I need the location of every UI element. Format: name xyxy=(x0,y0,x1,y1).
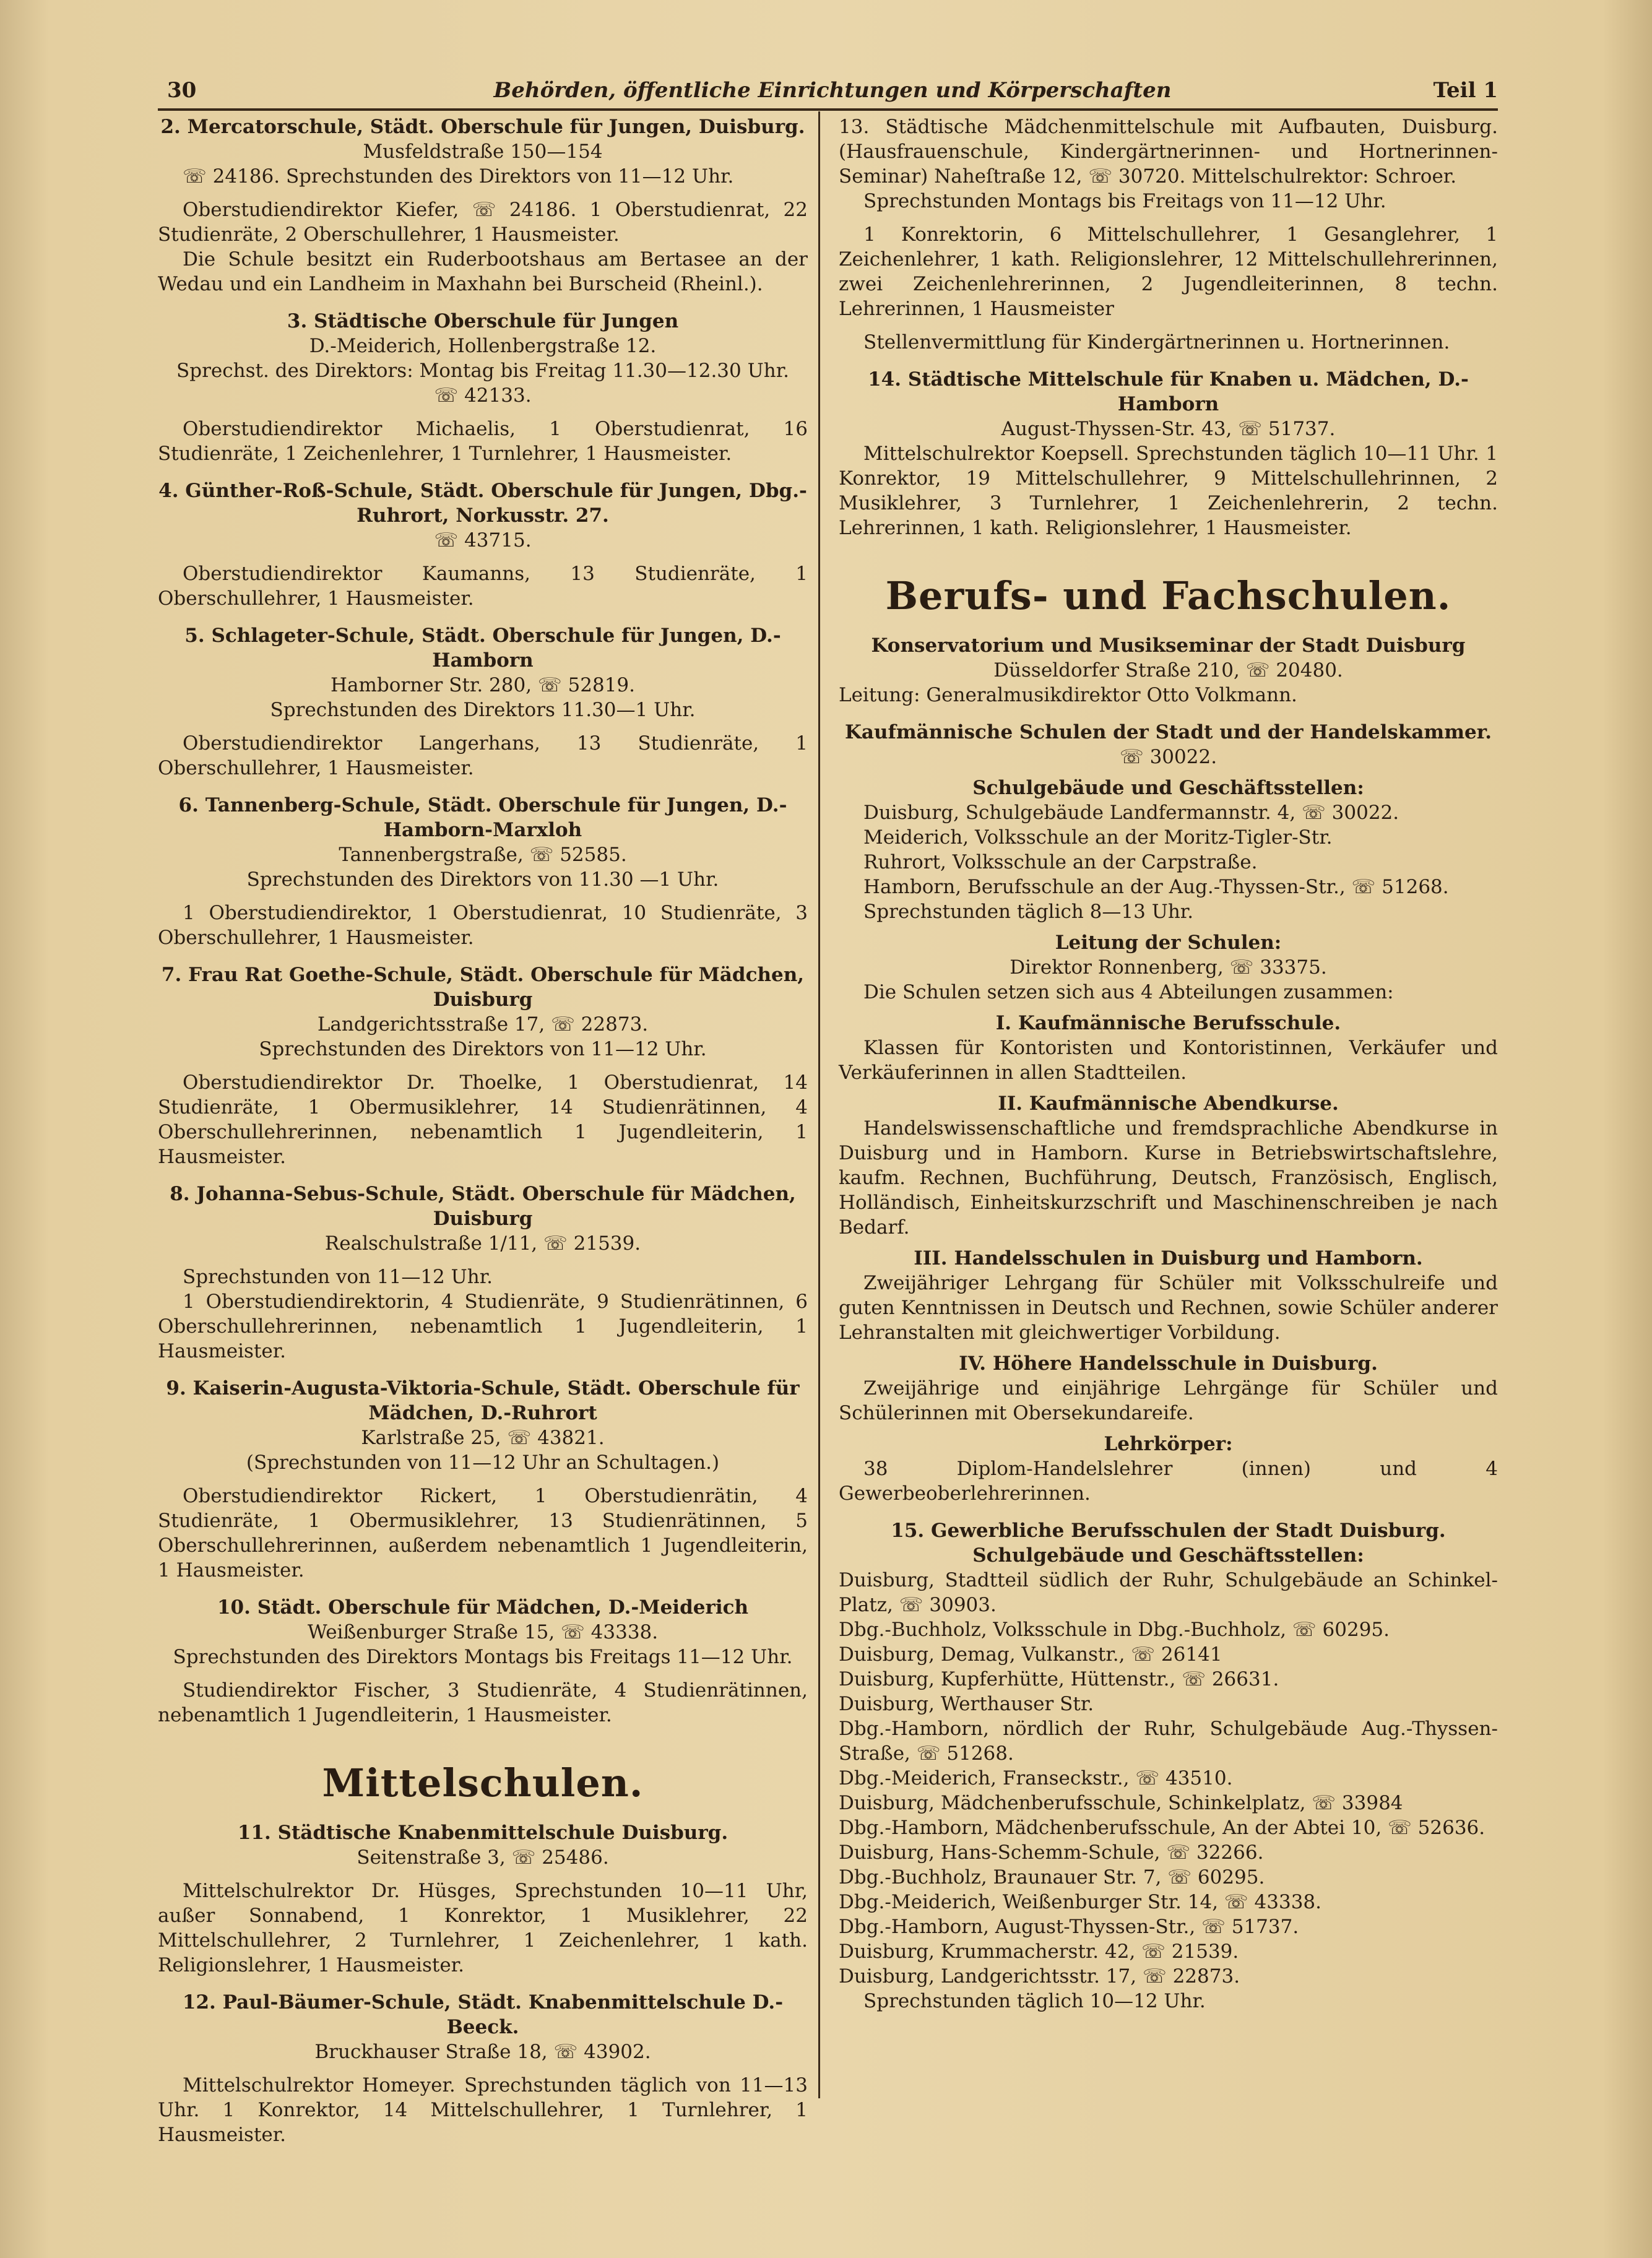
hours-line: Sprechstunden täglich 10—12 Uhr. xyxy=(863,1990,1206,2012)
subheading: Schulgebäude und Geschäftsstellen: xyxy=(972,777,1364,799)
section-text: Handelswissenschaftliche und fremdsprachliche Abendkurse in Duisburg und in Hamborn. Kurse in Betriebswirtschaftslehre, kaufm. Rechnen, Buchführung, Deutsch, Französisch, Englisch, Holländisch, Einheitskurzschrift und Maschinenschreiben je nach Bedarf. xyxy=(839,1117,1498,1239)
address-line: Dbg.-Meiderich, Weißenburger Str. 14, ☏ 43338. xyxy=(839,1891,1321,1913)
entry-13 xyxy=(839,115,1498,355)
entry-title: 2. Mercatorschule, Städt. Oberschule für Jungen, Duisburg. xyxy=(160,116,805,138)
address-line: Dbg.-Buchholz, Braunauer Str. 7, ☏ 60295. xyxy=(839,1866,1265,1888)
entry-6 xyxy=(158,793,808,950)
page-title: Behörden, öffentliche Einrichtungen und Körperschaften xyxy=(493,78,1172,103)
entry-7 xyxy=(158,962,808,1169)
entry-5 xyxy=(158,623,808,781)
director-line: Direktor Ronnenberg, ☏ 33375. xyxy=(1010,956,1327,979)
address-line: Duisburg, Werthauser Str. xyxy=(839,1693,1094,1715)
entry-hours: Sprechst. des Direktors: Montag bis Freitag 11.30—12.30 Uhr. xyxy=(176,360,789,382)
column-divider xyxy=(818,111,820,2098)
entry-9 xyxy=(158,1376,808,1583)
entry-address: Düsseldorfer Straße 210, ☏ 20480. xyxy=(993,659,1343,681)
departments-line: Die Schulen setzen sich aus 4 Abteilungen zusammen: xyxy=(863,981,1394,1003)
left-column xyxy=(158,115,808,2160)
entry-phone: ☏ 42133. xyxy=(434,384,532,407)
entry-staff: Oberstudiendirektor Dr. Thoelke, 1 Oberstudienrat, 14 Studienräte, 1 Obermusiklehrer, 14 Studienrätinnen, 4 Oberschullehrerinnen, nebenamtlich 1 Jugendleiterin, 1 Hausmeister. xyxy=(158,1071,808,1168)
address-line: Ruhrort, Volksschule an der Carpstraße. xyxy=(863,851,1258,873)
entry-staff: Studiendirektor Fischer, 3 Studienräte, 4 Studienrätinnen, nebenamtlich 1 Jugendleiterin, 1 Hausmeister. xyxy=(158,1679,808,1726)
entry-4 xyxy=(158,478,808,611)
section-heading-berufsschulen: Berufs- und Fachschulen. xyxy=(885,573,1451,618)
right-column xyxy=(839,115,1498,2026)
subheading: Leitung der Schulen: xyxy=(1055,932,1282,954)
address-line: Duisburg, Demag, Vulkanstr., ☏ 26141 xyxy=(839,1643,1222,1666)
entry-title: 5. Schlageter-Schule, Städt. Oberschule für Jungen, D.-Hamborn xyxy=(184,625,781,672)
subheading: IV. Höhere Handelsschule in Duisburg. xyxy=(959,1352,1378,1375)
entry-staff: Oberstudiendirektor Michaelis, 1 Oberstudienrat, 16 Studienräte, 1 Zeichenlehrer, 1 Turnlehrer, 1 Hausmeister. xyxy=(158,418,808,465)
entry-staff: 1 Oberstudiendirektor, 1 Oberstudienrat, 10 Studienräte, 3 Oberschullehrer, 1 Hausmeister. xyxy=(158,902,808,949)
entry-address: D.-Meiderich, Hollenbergstraße 12. xyxy=(309,335,657,357)
section-text: Klassen für Kontoristen und Kontoristinnen, Verkäufer und Verkäuferinnen in allen Stadtteilen. xyxy=(839,1037,1498,1084)
part-label: Teil 1 xyxy=(1433,78,1498,103)
entry-title: 9. Kaiserin-Augusta-Viktoria-Schule, Städt. Oberschule für Mädchen, D.-Ruhrort xyxy=(166,1377,800,1424)
entry-address: Bruckhauser Straße 18, ☏ 43902. xyxy=(314,2041,651,2063)
address-line: Duisburg, Stadtteil südlich der Ruhr, Schulgebäude an Schinkel-Platz, ☏ 30903. xyxy=(839,1569,1498,1616)
entry-staff: Mittelschulrektor Dr. Hüsges, Sprechstunden 10—11 Uhr, außer Sonnabend, 1 Konrektor, 1 Musiklehrer, 22 Mittelschullehrer, 2 Turnlehrer, 1 Zeichenlehrer, 1 kath. Religionslehrer, 1 Hausmeister. xyxy=(158,1880,808,1976)
entry-phone: ☏ 30022. xyxy=(1119,746,1217,768)
subheading: III. Handelsschulen in Duisburg und Hamborn. xyxy=(914,1247,1423,1270)
page-number: 30 xyxy=(167,78,197,103)
entry-text: 13. Städtische Mädchenmittelschule mit Aufbauten, Duisburg. (Hausfrauenschule, Kindergärtnerinnen- und Hortnerinnen-Seminar) Naheſtraße 12, ☏ 30720. Mittelschulrektor: Schroer. xyxy=(839,116,1498,188)
entry-title: 10. Städt. Oberschule für Mädchen, D.-Meiderich xyxy=(217,1596,749,1619)
entry-15 xyxy=(839,1518,1498,2014)
entry-2 xyxy=(158,115,808,296)
entry-title: 11. Städtische Knabenmittelschule Duisburg. xyxy=(237,1822,729,1844)
address-line: Dbg.-Hamborn, Mädchenberufsschule, An der Abtei 10, ☏ 52636. xyxy=(839,1817,1486,1839)
address-line: Duisburg, Krummacherstr. 42, ☏ 21539. xyxy=(839,1940,1239,1963)
entry-hours: Sprechstunden Montags bis Freitags von 11—12 Uhr. xyxy=(863,190,1386,212)
entry-10 xyxy=(158,1595,808,1728)
entry-14 xyxy=(839,367,1498,540)
section-text: Zweijähriger Lehrgang für Schüler mit Volksschulreife und guten Kenntnissen in Deutsch und Rechnen, sowie Schüler anderer Lehranstalten mit gleichwertiger Vorbildung. xyxy=(839,1272,1498,1344)
entry-note: Stellenvermittlung für Kindergärtnerinnen u. Hortnerinnen. xyxy=(863,331,1450,353)
address-line: Duisburg, Landgerichtsstr. 17, ☏ 22873. xyxy=(839,1965,1240,1988)
entry-3 xyxy=(158,309,808,466)
entry-title: Kaufmännische Schulen der Stadt und der Handelskammer. xyxy=(844,721,1492,743)
entry-staff: Mittelschulrektor Homeyer. Sprechstunden täglich von 11—13 Uhr. 1 Konrektor, 14 Mittelschullehrer, 1 Turnlehrer, 1 Hausmeister. xyxy=(158,2074,808,2146)
subheading: I. Kaufmännische Berufsschule. xyxy=(995,1012,1341,1034)
entry-address: Realschulstraße 1/11, ☏ 21539. xyxy=(324,1232,641,1255)
section-text: Zweijährige und einjährige Lehrgänge für Schüler und Schülerinnen mit Obersekundareife. xyxy=(839,1377,1498,1424)
entry-konservatorium xyxy=(839,633,1498,707)
entry-staff: 1 Oberstudiendirektorin, 4 Studienräte, 9 Studienrätinnen, 6 Oberschullehrerinnen, nebenamtlich 1 Jugendleiterin, 1 Hausmeister. xyxy=(158,1291,808,1362)
entry-address: August-Thyssen-Str. 43, ☏ 51737. xyxy=(1001,418,1336,440)
entry-title: 12. Paul-Bäumer-Schule, Städt. Knabenmittelschule D.-Beeck. xyxy=(182,1991,784,2038)
subheading: Lehrkörper: xyxy=(1104,1433,1233,1455)
entry-12 xyxy=(158,1990,808,2147)
entry-hours: Sprechstunden von 11—12 Uhr. xyxy=(183,1266,493,1288)
address-line: Hamborn, Berufsschule an der Aug.-Thyssen-Str., ☏ 51268. xyxy=(863,876,1449,898)
section-heading-mittelschulen: Mittelschulen. xyxy=(322,1760,644,1806)
entry-title: 4. Günther-Roß-Schule, Städt. Oberschule für Jungen, Dbg.-Ruhrort, Norkusstr. 27. xyxy=(158,480,807,527)
entry-address: Seitenstraße 3, ☏ 25486. xyxy=(357,1846,609,1869)
entry-title: 14. Städtische Mittelschule für Knaben u. Mädchen, D.-Hamborn xyxy=(868,368,1469,415)
entry-hours: Sprechstunden des Direktors 11.30—1 Uhr. xyxy=(270,699,696,721)
header-rule xyxy=(158,108,1498,111)
address-line: Duisburg, Schulgebäude Landfermannstr. 4, ☏ 30022. xyxy=(863,802,1399,824)
entry-hours: Sprechstunden des Direktors von 11—12 Uhr. xyxy=(259,1038,707,1060)
address-line: Dbg.-Hamborn, August-Thyssen-Str., ☏ 51737. xyxy=(839,1916,1299,1938)
entry-address: Karlstraße 25, ☏ 43821. xyxy=(361,1427,605,1449)
entry-title: 3. Städtische Oberschule für Jungen xyxy=(287,310,679,332)
subheading: II. Kaufmännische Abendkurse. xyxy=(998,1092,1339,1115)
entry-kaufmaennische-schulen xyxy=(839,720,1498,1506)
entry-hours: (Sprechstunden von 11—12 Uhr an Schultagen.) xyxy=(246,1451,720,1474)
entry-title: 7. Frau Rat Goethe-Schule, Städt. Oberschule für Mädchen, Duisburg xyxy=(161,964,805,1011)
entry-address: Weißenburger Straße 15, ☏ 43338. xyxy=(307,1621,659,1643)
entry-title: 6. Tannenberg-Schule, Städt. Oberschule für Jungen, D.-Hamborn-Marxloh xyxy=(178,794,787,841)
address-line: Duisburg, Mädchenberufsschule, Schinkelplatz, ☏ 33984 xyxy=(839,1792,1403,1814)
entry-address: Hamborner Str. 280, ☏ 52819. xyxy=(330,674,635,696)
entry-title: 15. Gewerbliche Berufsschulen der Stadt Duisburg. Schulgebäude und Geschäftsstellen: xyxy=(891,1520,1446,1567)
page-header xyxy=(167,73,1498,110)
address-line: Meiderich, Volksschule an der Moritz-Tigler-Str. xyxy=(863,826,1333,849)
entry-8 xyxy=(158,1182,808,1364)
entry-hours: Sprechstunden des Direktors Montags bis Freitags 11—12 Uhr. xyxy=(173,1646,793,1668)
section-text: 38 Diplom-Handelslehrer (innen) und 4 Gewerbeoberlehrerinnen. xyxy=(839,1458,1498,1505)
entry-hours: Sprechstunden des Direktors von 11.30 —1 Uhr. xyxy=(246,868,719,891)
address-line: Duisburg, Kupferhütte, Hüttenstr., ☏ 26631. xyxy=(839,1668,1279,1690)
entry-address: Tannenbergstraße, ☏ 52585. xyxy=(339,844,627,866)
entry-phone: ☏ 24186. Sprechstunden des Direktors von 11—12 Uhr. xyxy=(183,165,734,188)
entry-phone: ☏ 43715. xyxy=(434,529,532,552)
address-line: Dbg.-Buchholz, Volksschule in Dbg.-Buchholz, ☏ 60295. xyxy=(839,1619,1390,1641)
address-line: Sprechstunden täglich 8—13 Uhr. xyxy=(863,901,1194,923)
entry-staff: Oberstudiendirektor Kiefer, ☏ 24186. 1 Oberstudienrat, 22 Studienräte, 2 Oberschullehrer, 1 Hausmeister. xyxy=(158,199,808,246)
entry-staff: Mittelschulrektor Koepsell. Sprechstunden täglich 10—11 Uhr. 1 Konrektor, 19 Mittelschullehrer, 9 Mittelschullehrinnen, 2 Musiklehrer, 3 Turnlehrer, 1 Zeichenlehrerin, 2 techn. Lehrerinnen, 1 kath. Religionslehrer, 1 Hausmeister. xyxy=(839,443,1498,539)
address-line: Dbg.-Hamborn, nördlich der Ruhr, Schulgebäude Aug.-Thyssen-Straße, ☏ 51268. xyxy=(839,1718,1498,1765)
address-line: Dbg.-Meiderich, Franseckstr., ☏ 43510. xyxy=(839,1767,1233,1789)
entry-staff: Oberstudiendirektor Kaumanns, 13 Studienräte, 1 Oberschullehrer, 1 Hausmeister. xyxy=(158,563,808,610)
entry-address: Landgerichtsstraße 17, ☏ 22873. xyxy=(317,1013,649,1036)
address-line: Duisburg, Hans-Schemm-Schule, ☏ 32266. xyxy=(839,1841,1264,1864)
entry-note: Die Schule besitzt ein Ruderbootshaus am Bertasee an der Wedau und ein Landheim in Maxhahn bei Burscheid (Rheinl.). xyxy=(158,248,808,295)
entry-title: Konservatorium und Musikseminar der Stadt Duisburg xyxy=(871,634,1466,657)
entry-11 xyxy=(158,1820,808,1978)
entry-title: 8. Johanna-Sebus-Schule, Städt. Oberschule für Mädchen, Duisburg xyxy=(170,1183,796,1230)
entry-leitung: Leitung: Generalmusikdirektor Otto Volkmann. xyxy=(839,684,1297,706)
entry-staff: Oberstudiendirektor Langerhans, 13 Studienräte, 1 Oberschullehrer, 1 Hausmeister. xyxy=(158,732,808,779)
entry-address: Musfeldstraße 150—154 xyxy=(363,141,603,163)
entry-staff: Oberstudiendirektor Rickert, 1 Oberstudienrätin, 4 Studienräte, 1 Obermusiklehrer, 13 Studienrätinnen, 5 Oberschullehrerinnen, außerdem nebenamtlich 1 Jugendleiterin, 1 Hausmeister. xyxy=(158,1485,808,1581)
entry-staff: 1 Konrektorin, 6 Mittelschullehrer, 1 Gesanglehrer, 1 Zeichenlehrer, 1 kath. Religionslehrer, 12 Mittelschullehrerinnen, zwei Zeichenlehrerinnen, 2 Jugendleiterinnen, 8 techn. Lehrerinnen, 1 Hausmeister xyxy=(839,223,1498,320)
